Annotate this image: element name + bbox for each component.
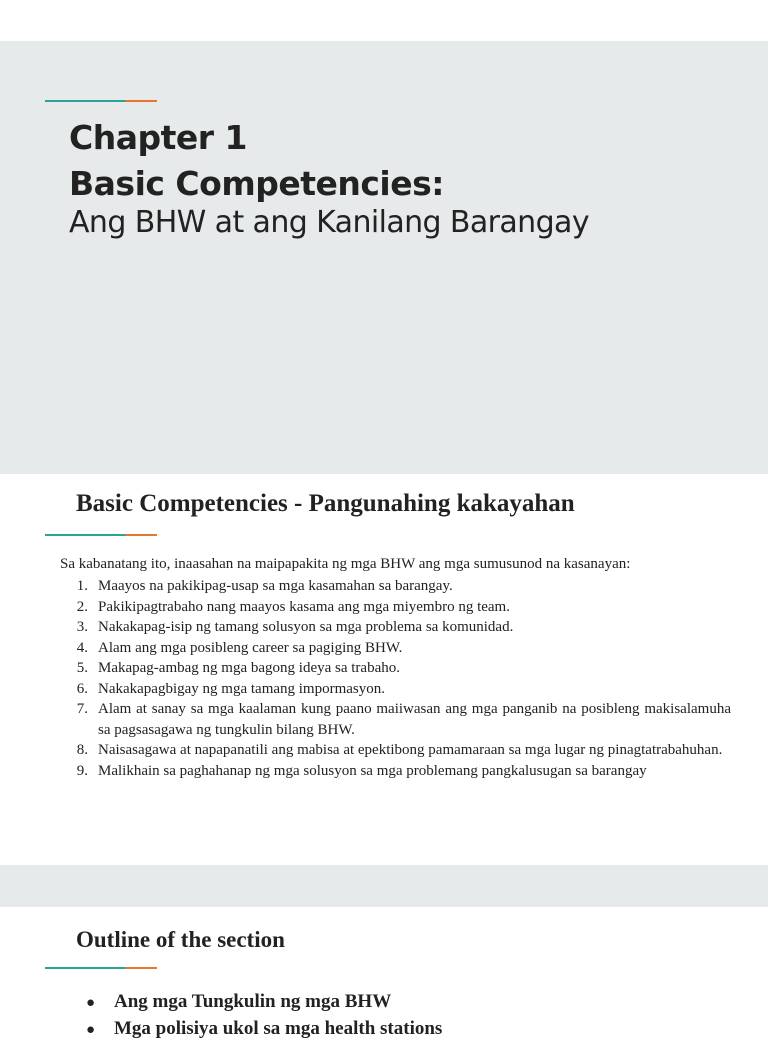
- list-item-number: 9.: [76, 762, 88, 779]
- list-item-text: Makapag-ambag ng mga bagong ideya sa trabaho.: [98, 660, 400, 676]
- list-item-number: 5.: [76, 660, 88, 676]
- list-item-text: Nakakapag-isip ng tamang solusyon sa mga problema sa komunidad.: [98, 619, 514, 635]
- list-item: [60, 761, 731, 782]
- list-item-text: Naisasagawa at napapanatili ang mabisa at epektibong pamamaraan sa mga lugar ng pinagtatrabahuhan.: [98, 742, 723, 758]
- list-item-text: Pakikipagtrabaho nang maayos kasama ang mga miyembro ng team.: [98, 598, 510, 615]
- outline-heading: Outline of the section: [76, 927, 285, 952]
- accent-line: [45, 967, 157, 969]
- competencies-slide: [0, 474, 768, 865]
- list-item-number: 4.: [76, 639, 88, 656]
- bullet-icon: ●: [86, 1022, 96, 1038]
- list-item: [60, 679, 731, 700]
- list-item-number: 8.: [76, 742, 88, 758]
- list-item: [60, 699, 731, 740]
- outline-item: [86, 989, 442, 1016]
- competencies-heading: Basic Competencies - Pangunahing kakayahan: [76, 490, 575, 517]
- competencies-list: [60, 576, 731, 781]
- list-item-number: 2.: [76, 598, 88, 615]
- list-item-text: Alam ang mga posibleng career sa pagiging BHW.: [98, 639, 403, 656]
- competencies-intro: Sa kabanatang ito, inaasahan na maipapakita ng mga BHW ang mga sumusunod na kasanayan:: [60, 556, 631, 572]
- page-top-margin: [0, 0, 768, 41]
- list-item: [60, 597, 731, 618]
- outline-item-text: Ang mga Tungkulin ng mga BHW: [114, 991, 392, 1012]
- list-item-number: 6.: [76, 680, 88, 697]
- list-item-number: 1.: [76, 578, 88, 594]
- bullet-icon: ●: [86, 995, 96, 1011]
- list-item-text: Malikhain sa paghahanap ng mga solusyon sa mga problemang pangkalusugan sa barangay: [98, 762, 647, 779]
- outline-item: [86, 1016, 442, 1043]
- chapter-heading: Basic Competencies:: [69, 164, 444, 203]
- list-item-number: 7.: [76, 701, 88, 717]
- outline-slide: [0, 907, 768, 1039]
- chapter-number: Chapter 1: [69, 118, 247, 157]
- list-item-number: 3.: [76, 619, 88, 635]
- list-item: [60, 658, 731, 679]
- list-item: [60, 576, 731, 597]
- accent-line: [45, 534, 157, 536]
- title-slide: [0, 41, 768, 474]
- list-item: [60, 740, 731, 761]
- list-item-text: Nakakapagbigay ng mga tamang impormasyon.: [98, 680, 386, 697]
- outline-item-text: Mga polisiya ukol sa mga health stations: [114, 1018, 443, 1039]
- list-item-text: Alam at sanay sa mga kaalaman kung paano maiiwasan ang mga panganib na posibleng makisalamuha sa pagsasagawa ng tungkulin bilang BHW.: [98, 701, 731, 738]
- chapter-title: [69, 115, 444, 207]
- list-item: [60, 617, 731, 638]
- list-item-text: Maayos na pakikipag-usap sa mga kasamahan sa barangay.: [98, 578, 453, 594]
- accent-line: [45, 100, 157, 102]
- slide-gap: [0, 865, 768, 907]
- outline-list: [86, 989, 442, 1043]
- chapter-subtitle: Ang BHW at ang Kanilang Barangay: [69, 205, 589, 240]
- list-item: [60, 638, 731, 659]
